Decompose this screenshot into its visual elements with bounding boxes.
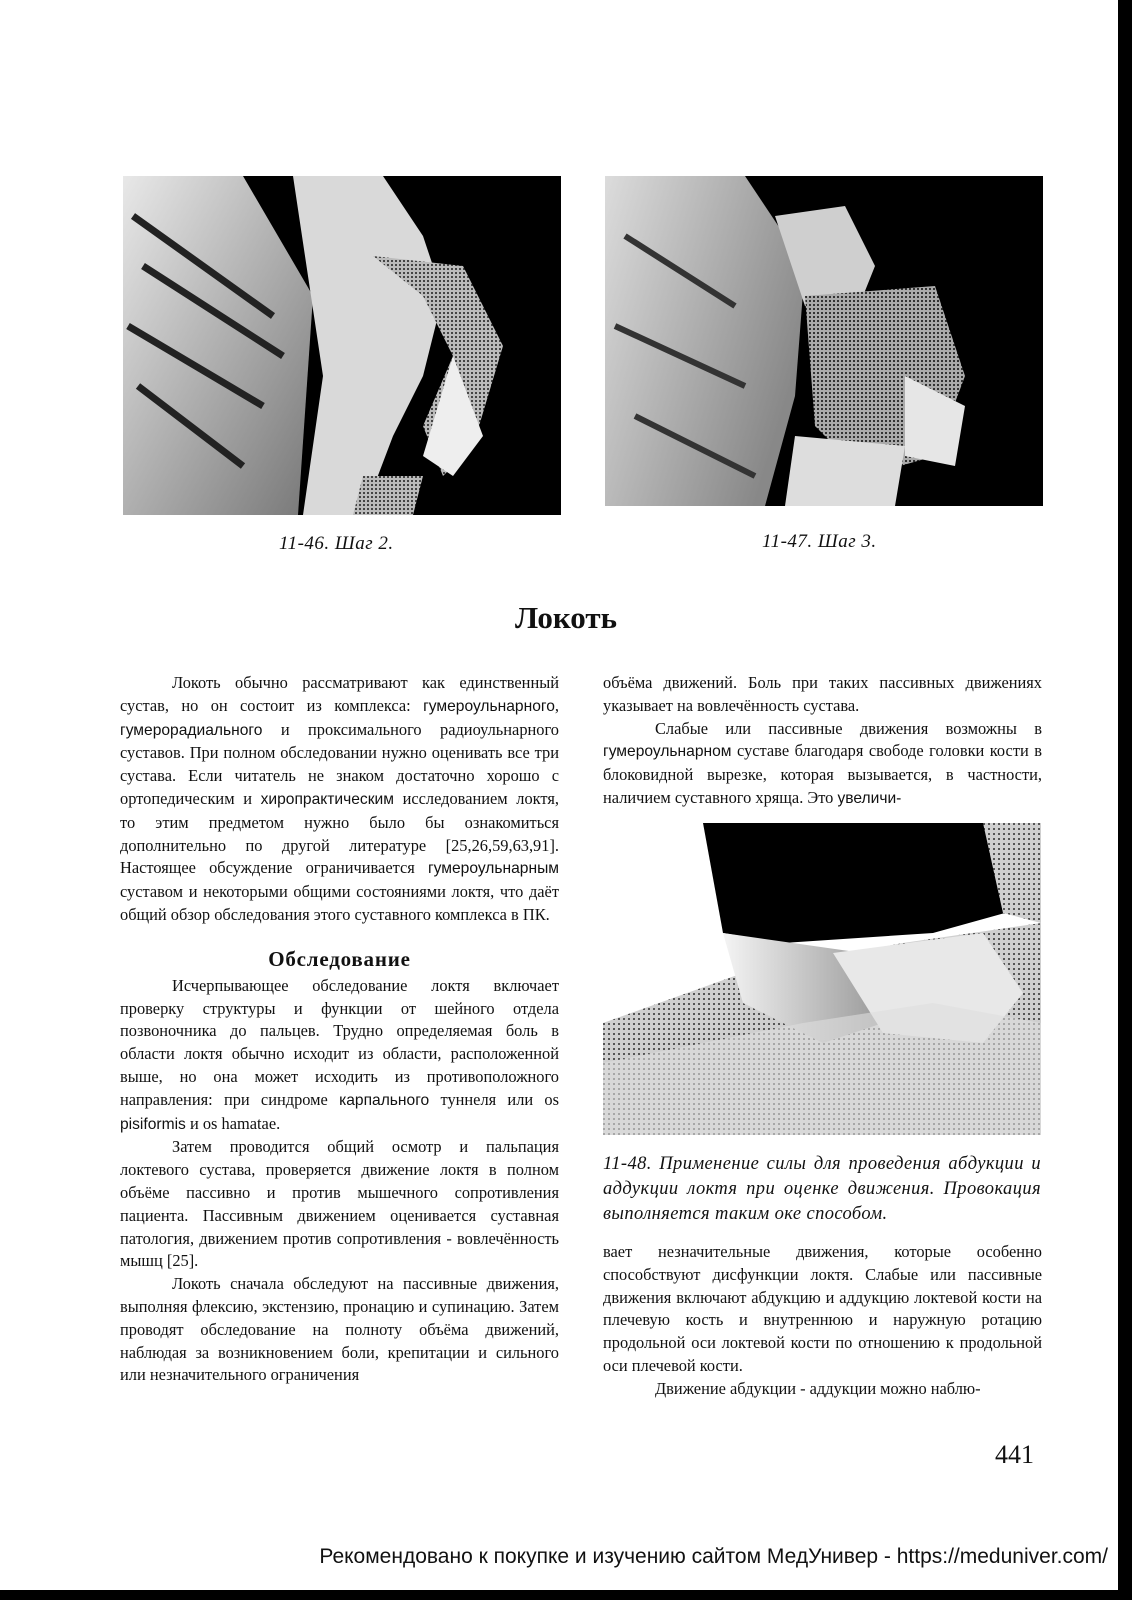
figure-caption-11-46: 11-46. Шаг 2. <box>279 533 394 554</box>
subheading: Обследование <box>268 946 411 971</box>
page-number: 441 <box>995 1440 1034 1469</box>
paragraph: Локоть сначала обследуют на пассивные движения, выполняя флексию, экстензию, пронацию и супинацию. Затем проводят обследование на полноту объёма движений, наблюдая за возникновением боли, крепитации и сильного или незначительного ограничения <box>120 1274 559 1385</box>
figure-caption-11-48: 11-48. Применение силы для проведения абдукции и аддукции локтя при оценке движения. Провокация выполняется таким оке способом. <box>603 1154 1041 1224</box>
paragraph: вает незначительные движения, которые особенно способствуют дисфункции локтя. Слабые или пассивные движения включают абдукцию и аддукцию локтевой кости на плечевую кость и внутреннюю и наружную ротацию продольной оси локтевой кости по отношению к продольной оси плечевой кости. <box>603 1242 1042 1375</box>
paragraph: Локоть обычно рассматривают как единственный сустав, но он состоит из комплекса: гумероульнарного, гумерорадиального и проксимального радиоульнарного суставов. При полном обследовании нужно оценивать все три сустава. Если читатель не знаком достаточно хорошо с ортопедическим и хиропрактическим исследованием локтя, то этим предметом нужно было бы ознакомиться дополнительно по другой литературе [25,26,59,63,91]. Настоящее обсуждение ограничивается гумероульнарным суставом и некоторыми общими состояниями локтя, что даёт общий обзор обследования этого суставного комплекса в ПК. <box>120 673 559 924</box>
photo-step-3 <box>605 176 1043 506</box>
right-column-bottom <box>603 1241 1042 1401</box>
paragraph: Слабые или пассивные движения возможны в гумероульнарном суставе благодаря свободе головки кости в блоковидной вырезке, которая вызывается, в частности, наличием суставного хряща. Это увеличи- <box>603 718 1042 807</box>
left-column <box>120 672 559 1387</box>
figure-caption-11-47: 11-47. Шаг 3. <box>762 531 877 552</box>
paragraph: объёма движений. Боль при таких пассивных движениях указывает на вовлечённость сустава. <box>603 673 1042 715</box>
footer-recommendation-link[interactable]: Рекомендовано к покупке и изучению сайтом МедУнивер - https://meduniver.com/ <box>319 1545 1108 1568</box>
paragraph: Затем проводится общий осмотр и пальпация локтевого сустава, проверяется движение локтя в полном объёме пассивно и против мышечного сопротивления пациента. Пассивным движением оценивается суставная патология, движением против сопротивления - вовлечённость мышц [25]. <box>120 1137 559 1271</box>
section-title: Локоть <box>515 600 617 635</box>
page-edge-right <box>1118 0 1132 1600</box>
right-column-top <box>603 672 1042 811</box>
paragraph: Движение абдукции - аддукции можно наблю- <box>655 1378 981 1398</box>
photo-step-2 <box>123 176 561 515</box>
photo-elbow-abduction <box>603 823 1041 1135</box>
paragraph: Исчерпывающее обследование локтя включает проверку структуры и функции от шейного отдела позвоночника до пальцев. Трудно определяемая боль в области локтя обычно исходит из области, расположенной выше, но она может исходить из противоположного направления: при синдроме карпального туннеля или os pisiformis и os hamatae. <box>120 975 559 1133</box>
page-edge-bottom <box>0 1590 1132 1600</box>
